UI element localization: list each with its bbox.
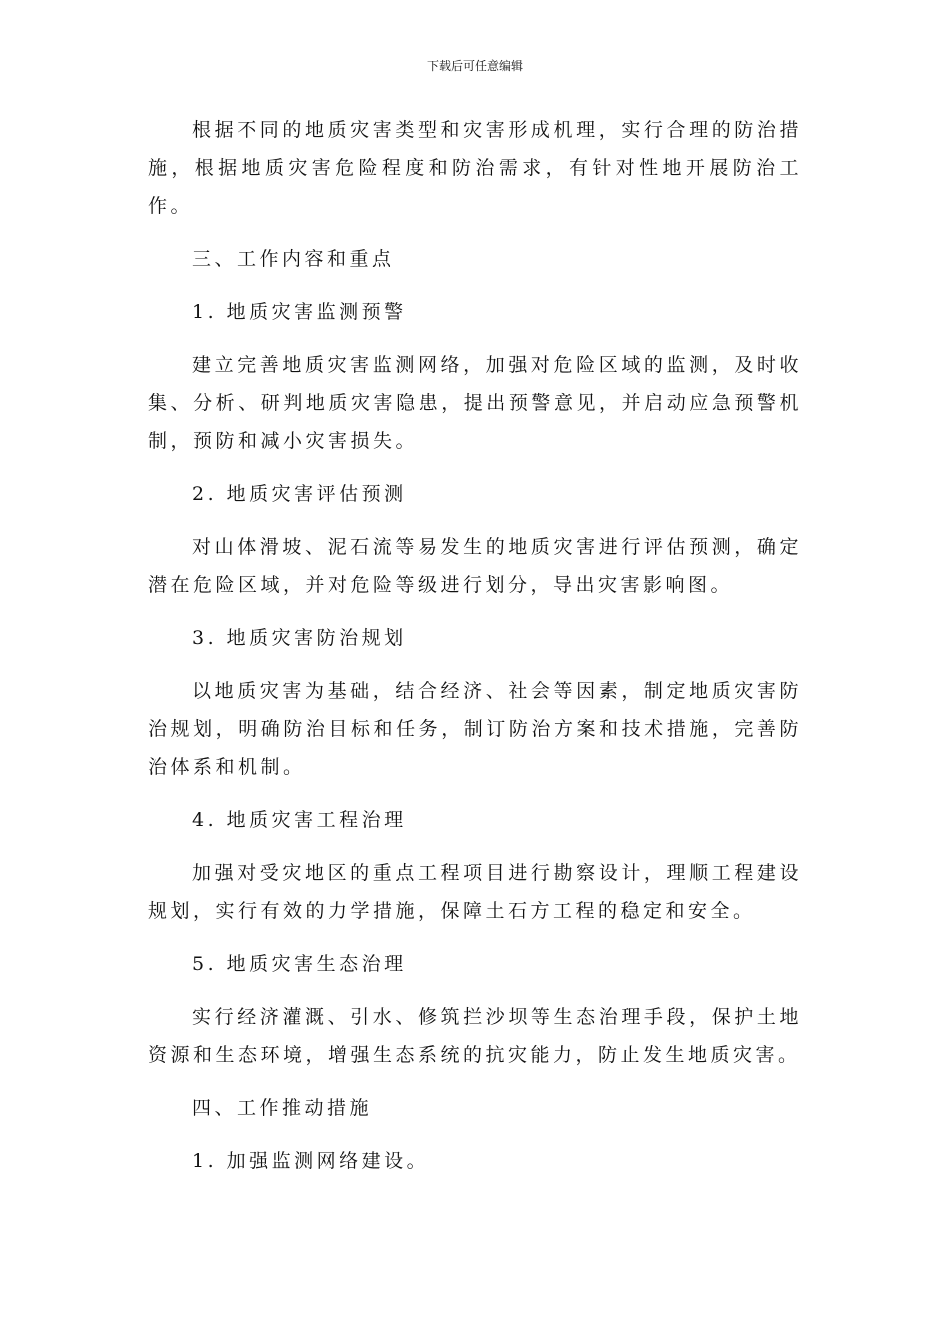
paragraph-assessment-prediction: 对山体滑坡、泥石流等易发生的地质灾害进行评估预测，确定潜在危险区域，并对危险等级进行划分，导出灾害影响图。 [148, 536, 802, 596]
paragraph-ecological-treatment: 实行经济灌溉、引水、修筑拦沙坝等生态治理手段，保护土地资源和生态环境，增强生态系统的抗灾能力，防止发生地质灾害。 [148, 1006, 802, 1066]
subheading-monitoring-warning: 1. 地质灾害监测预警 [192, 301, 407, 323]
paragraph-prevention-planning: 以地质灾害为基础，结合经济、社会等因素，制定地质灾害防治规划，明确防治目标和任务，制订防治方案和技术措施，完善防治体系和机制。 [148, 680, 802, 778]
paragraph-monitoring-warning: 建立完善地质灾害监测网络，加强对危险区域的监测，及时收集、分析、研判地质灾害隐患，提出预警意见，并启动应急预警机制，预防和减小灾害损失。 [148, 354, 802, 452]
subheading-prevention-planning: 3. 地质灾害防治规划 [192, 627, 407, 649]
document-body [148, 111, 802, 1180]
subheading-assessment-prediction: 2. 地质灾害评估预测 [192, 483, 407, 505]
paragraph-prevention-approach: 根据不同的地质灾害类型和灾害形成机理，实行合理的防治措施，根据地质灾害危险程度和防治需求，有针对性地开展防治工作。 [148, 119, 802, 217]
section-heading-promotion-measures: 四、工作推动措施 [192, 1097, 373, 1119]
section-heading-work-content: 三、工作内容和重点 [192, 248, 395, 270]
subheading-monitoring-network: 1. 加强监测网络建设。 [192, 1150, 430, 1172]
page-header: 下载后可任意编辑 [426, 59, 523, 73]
subheading-engineering-treatment: 4. 地质灾害工程治理 [192, 809, 407, 831]
paragraph-engineering-treatment: 加强对受灾地区的重点工程项目进行勘察设计，理顺工程建设规划，实行有效的力学措施，保障土石方工程的稳定和安全。 [148, 862, 802, 922]
subheading-ecological-treatment: 5. 地质灾害生态治理 [192, 953, 407, 975]
